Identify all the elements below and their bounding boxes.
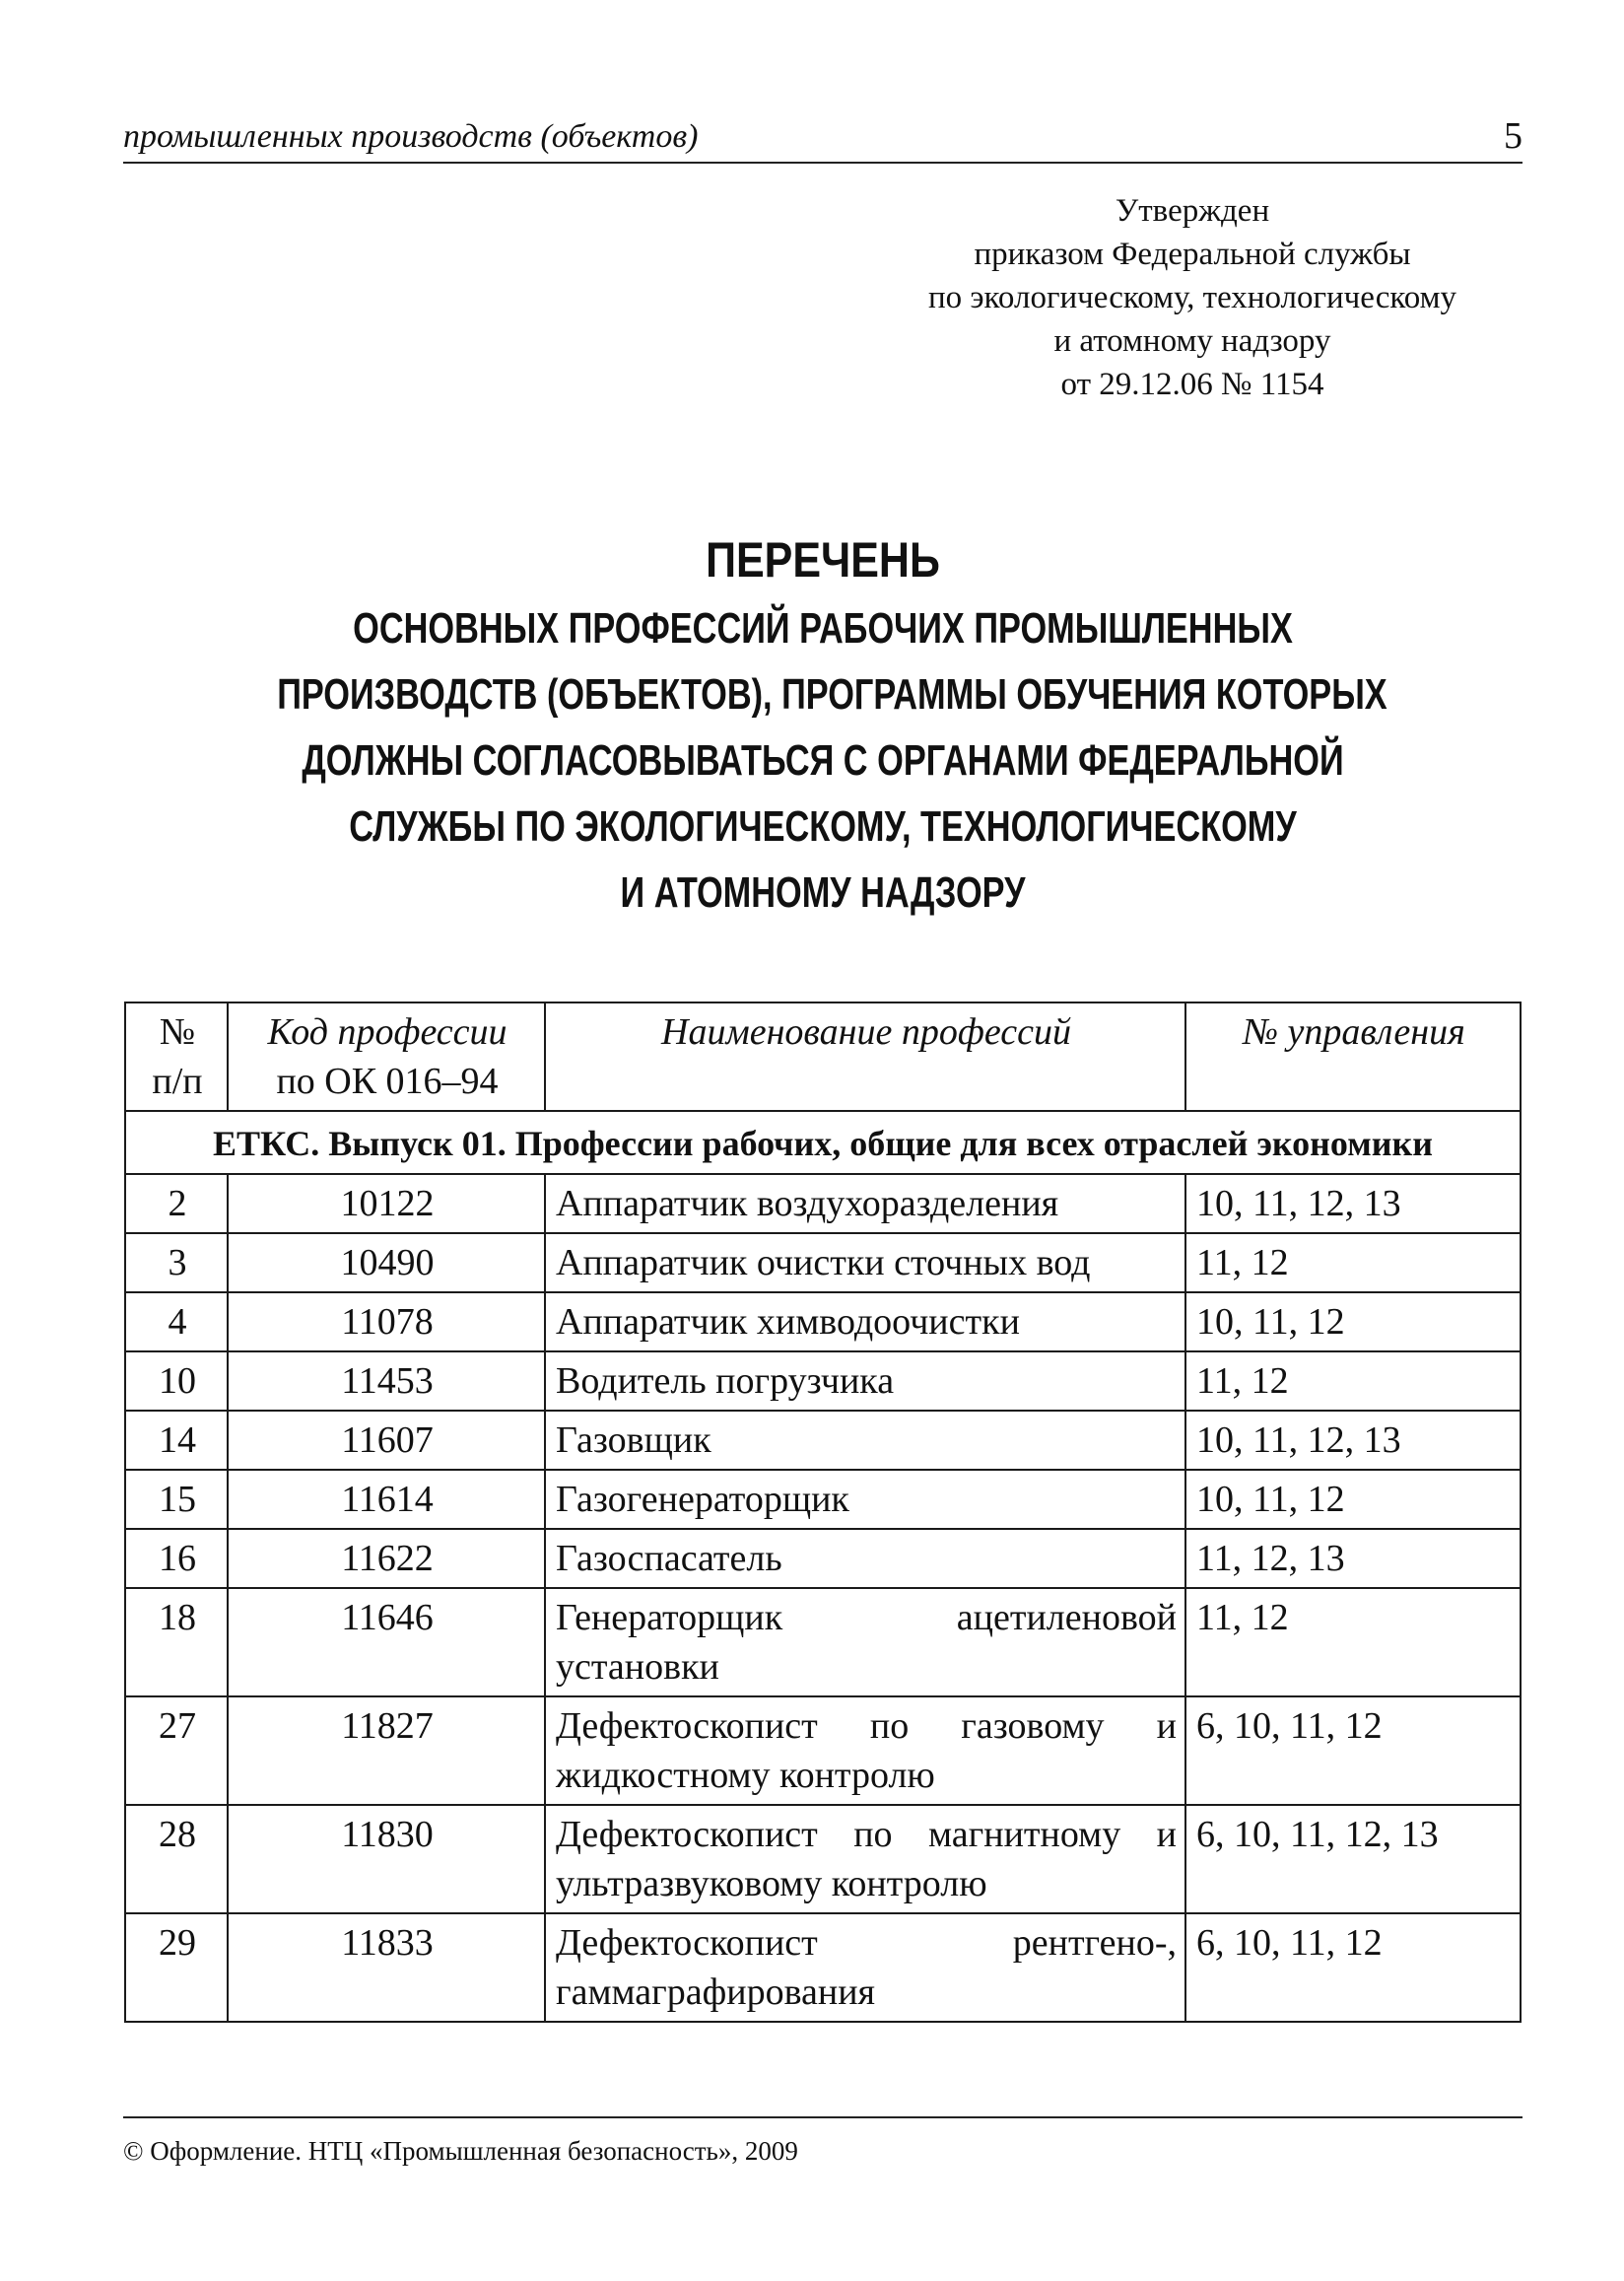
subtitle-line: СЛУЖБЫ ПО ЭКОЛОГИЧЕСКОМУ, ТЕХНОЛОГИЧЕСКОМУ [349, 802, 1297, 851]
header-number-line2: п/п [152, 1061, 203, 1102]
row-number: 15 [125, 1470, 228, 1529]
row-code: 11607 [228, 1411, 545, 1470]
document-subtitle [277, 595, 1387, 926]
running-title: промышленных производств (объектов) [123, 118, 699, 155]
approval-line: приказом Федеральной службы [974, 237, 1411, 272]
table-row [125, 1805, 1521, 1913]
subtitle-line: ПРОИЗВОДСТВ (ОБЪЕКТОВ), ПРОГРАММЫ ОБУЧЕНИЯ КОТОРЫХ [277, 670, 1387, 719]
document-title-block [123, 530, 1522, 926]
subtitle-line: ДОЛЖНЫ СОГЛАСОВЫВАТЬСЯ С ОРГАНАМИ ФЕДЕРАЛЬНОЙ [302, 736, 1344, 785]
row-department: 10, 11, 12, 13 [1185, 1174, 1521, 1233]
row-code: 10122 [228, 1174, 545, 1233]
section-row [125, 1111, 1521, 1174]
row-number: 29 [125, 1913, 228, 2022]
row-name: Газовщик [545, 1411, 1185, 1470]
subtitle-line: ОСНОВНЫХ ПРОФЕССИЙ РАБОЧИХ ПРОМЫШЛЕННЫХ [353, 604, 1293, 653]
subtitle-line: И АТОМНОМУ НАДЗОРУ [620, 868, 1026, 917]
row-code: 11646 [228, 1588, 545, 1696]
table-row [125, 1588, 1521, 1696]
approval-line: и атомному надзору [1053, 323, 1331, 359]
row-name: Дефектоскопист рентгено-, гаммаграфирования [545, 1913, 1185, 2022]
header-code-line1: Код профессии [267, 1011, 508, 1053]
table-row [125, 1696, 1521, 1805]
header-code-line2: по ОК 016–94 [276, 1061, 499, 1102]
table-row [125, 1174, 1521, 1233]
row-department: 11, 12 [1185, 1588, 1521, 1696]
table-row [125, 1351, 1521, 1411]
row-department: 11, 12 [1185, 1351, 1521, 1411]
row-number: 10 [125, 1351, 228, 1411]
row-number: 16 [125, 1529, 228, 1588]
row-department: 6, 10, 11, 12, 13 [1185, 1805, 1521, 1913]
row-code: 11453 [228, 1351, 545, 1411]
row-name: Генераторщик ацетиленовой установки [545, 1588, 1185, 1696]
approval-line: по экологическому, технологическому [927, 280, 1457, 315]
row-department: 11, 12 [1185, 1233, 1521, 1292]
footer [123, 2116, 1522, 2166]
document-title: ПЕРЕЧЕНЬ [706, 532, 940, 588]
section-title: ЕТКС. Выпуск 01. Профессии рабочих, общие для всех отраслей экономики [125, 1111, 1521, 1174]
row-code: 11078 [228, 1292, 545, 1351]
row-department: 10, 11, 12 [1185, 1292, 1521, 1351]
approval-block [838, 189, 1547, 406]
header-name: Наименование профессий [545, 1002, 1185, 1111]
row-name: Аппаратчик очистки сточных вод [545, 1233, 1185, 1292]
row-number: 2 [125, 1174, 228, 1233]
row-code: 11833 [228, 1913, 545, 2022]
row-code: 11614 [228, 1470, 545, 1529]
row-name: Водитель погрузчика [545, 1351, 1185, 1411]
row-name: Газогенераторщик [545, 1470, 1185, 1529]
header-department: № управления [1185, 1002, 1521, 1111]
table-row [125, 1913, 1521, 2022]
table-row [125, 1411, 1521, 1470]
header-number [125, 1002, 228, 1111]
header-number-line1: № [159, 1011, 196, 1053]
row-name: Аппаратчик химводоочистки [545, 1292, 1185, 1351]
approval-line: от 29.12.06 № 1154 [1060, 367, 1324, 402]
running-header [123, 116, 1522, 164]
row-number: 18 [125, 1588, 228, 1696]
table-row [125, 1470, 1521, 1529]
row-number: 27 [125, 1696, 228, 1805]
row-name: Аппаратчик воздухоразделения [545, 1174, 1185, 1233]
row-code: 11830 [228, 1805, 545, 1913]
table-row [125, 1292, 1521, 1351]
row-number: 14 [125, 1411, 228, 1470]
row-number: 3 [125, 1233, 228, 1292]
row-name: Дефектоскопист по магнитному и ультразвуковому контролю [545, 1805, 1185, 1913]
row-number: 4 [125, 1292, 228, 1351]
row-name: Газоспасатель [545, 1529, 1185, 1588]
row-department: 10, 11, 12, 13 [1185, 1411, 1521, 1470]
row-department: 6, 10, 11, 12 [1185, 1696, 1521, 1805]
table-header-row [125, 1002, 1521, 1111]
page-number: 5 [1504, 115, 1522, 157]
row-code: 11827 [228, 1696, 545, 1805]
approval-line: Утвержден [1115, 193, 1270, 229]
header-code [228, 1002, 545, 1111]
table-row [125, 1233, 1521, 1292]
row-department: 10, 11, 12 [1185, 1470, 1521, 1529]
table-row [125, 1529, 1521, 1588]
row-number: 28 [125, 1805, 228, 1913]
row-code: 11622 [228, 1529, 545, 1588]
row-department: 6, 10, 11, 12 [1185, 1913, 1521, 2022]
row-department: 11, 12, 13 [1185, 1529, 1521, 1588]
row-code: 10490 [228, 1233, 545, 1292]
professions-table [124, 1002, 1522, 2023]
footer-copyright: © Оформление. НТЦ «Промышленная безопасность», 2009 [123, 2136, 798, 2166]
row-name: Дефектоскопист по газовому и жидкостному контролю [545, 1696, 1185, 1805]
